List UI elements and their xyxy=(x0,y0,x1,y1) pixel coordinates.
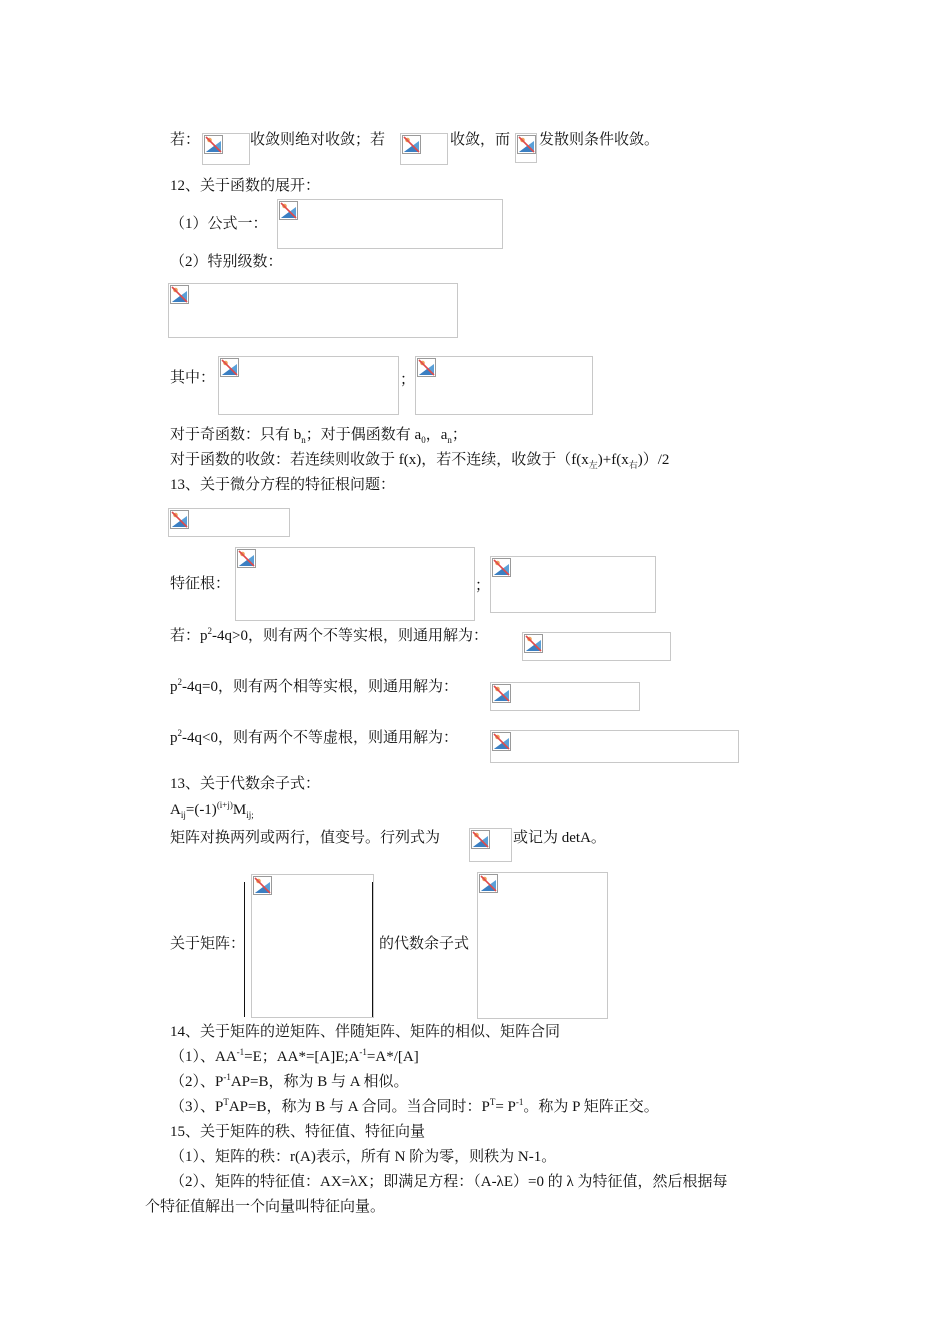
determinant-bar-right xyxy=(372,882,373,1017)
text-line: （1）、矩阵的秩：r(A)表示，所有 N 阶为零，则秩为 N-1。 xyxy=(170,1149,557,1165)
formula-image xyxy=(477,872,608,1019)
section-heading: 14、关于矩阵的逆矩阵、伴随矩阵、矩阵的相似、矩阵合同 xyxy=(170,1024,561,1040)
text-line: （1）、$AA^{-1}=E$；$AA*=[A]E;A^{-1}=A*/[A]$ xyxy=(170,1047,419,1065)
broken-image-icon xyxy=(170,510,189,529)
broken-image-icon xyxy=(220,358,239,377)
broken-image-icon xyxy=(517,135,536,154)
text-line: 对于函数的收敛：若连续则收敛于 f(x)，若不连续，收敛于$(f(x_左)+f(x_右))/2$ xyxy=(170,452,670,470)
text-line: $A_{ij}=(-1)^{(i+j)}M_{ij;}$ xyxy=(170,800,254,820)
formula-image xyxy=(515,133,537,163)
formula-image xyxy=(415,356,593,415)
broken-image-icon xyxy=(402,135,421,154)
broken-image-icon xyxy=(479,874,498,893)
broken-image-icon xyxy=(253,876,272,895)
text-line: （3）、$P^TAP=B$，称为 B 与 A 合同。当合同时：$P^T= P^{-1}$。称为 P 矩阵正交。 xyxy=(170,1097,659,1115)
formula-image xyxy=(168,283,458,338)
text-line: 的代数余子式 xyxy=(379,936,470,952)
text-line: 收敛则绝对收敛；若 xyxy=(250,132,386,148)
text-line: 对于奇函数：只有 $b_n$；对于偶函数有 $a_0$，$a_n$； xyxy=(170,427,467,445)
text-line: 发散则条件收敛。 xyxy=(539,132,660,148)
text-line: 特征根： xyxy=(170,576,231,592)
broken-image-icon xyxy=(417,358,436,377)
formula-image xyxy=(277,199,503,249)
formula-image xyxy=(202,133,250,165)
formula-image xyxy=(490,730,739,763)
section-heading: 13、关于微分方程的特征根问题： xyxy=(170,477,396,493)
text-line: （2）、矩阵的特征值：AX=λX；即满足方程：（A-λE）=0 的 λ 为特征值，然后根据每 xyxy=(170,1174,728,1190)
text-line: ； xyxy=(400,372,416,388)
text-line: 个特征值解出一个向量叫特征向量。 xyxy=(145,1199,386,1215)
broken-image-icon xyxy=(471,830,490,849)
formula-image xyxy=(218,356,399,415)
formula-image xyxy=(251,874,374,1018)
broken-image-icon xyxy=(170,285,189,304)
formula-image xyxy=(400,133,448,165)
formula-image xyxy=(490,556,656,613)
formula-image xyxy=(490,682,640,711)
broken-image-icon xyxy=(492,732,511,751)
text-line: $p^2-4q=0$，则有两个相等实根，则通用解为： xyxy=(170,677,458,695)
broken-image-icon xyxy=(492,558,511,577)
section-heading: 15、关于矩阵的秩、特征值、特征向量 xyxy=(170,1124,426,1140)
section-heading: 12、关于函数的展开： xyxy=(170,178,321,194)
text-line: （2）特别级数： xyxy=(170,254,283,270)
text-line: $p^2-4q<0$，则有两个不等虚根，则通用解为： xyxy=(170,728,458,746)
formula-image xyxy=(235,547,475,621)
broken-image-icon xyxy=(204,135,223,154)
text-line: （1）公式一： xyxy=(170,216,268,232)
text-line: 或记为 detA。 xyxy=(513,830,606,846)
text-line: 若：$p^2-4q>0$，则有两个不等实根，则通用解为： xyxy=(170,626,488,644)
text-line: ； xyxy=(475,578,491,594)
determinant-bar-left xyxy=(244,882,245,1017)
text-line: 矩阵对换两列或两行，值变号。行列式为 xyxy=(170,830,441,846)
text-line: 其中： xyxy=(170,370,216,386)
formula-image xyxy=(522,632,671,661)
text-line: 若： xyxy=(170,132,201,148)
text-line: 收敛，而 xyxy=(450,132,511,148)
formula-image xyxy=(469,828,512,862)
broken-image-icon xyxy=(279,201,298,220)
broken-image-icon xyxy=(524,634,543,653)
text-line: （2）、$P^{-1}AP=B$，称为 B 与 A 相似。 xyxy=(170,1072,409,1090)
broken-image-icon xyxy=(237,549,256,568)
formula-image xyxy=(168,508,290,537)
broken-image-icon xyxy=(492,684,511,703)
text-line: 关于矩阵： xyxy=(170,936,246,952)
section-heading: 13、关于代数余子式： xyxy=(170,776,321,792)
